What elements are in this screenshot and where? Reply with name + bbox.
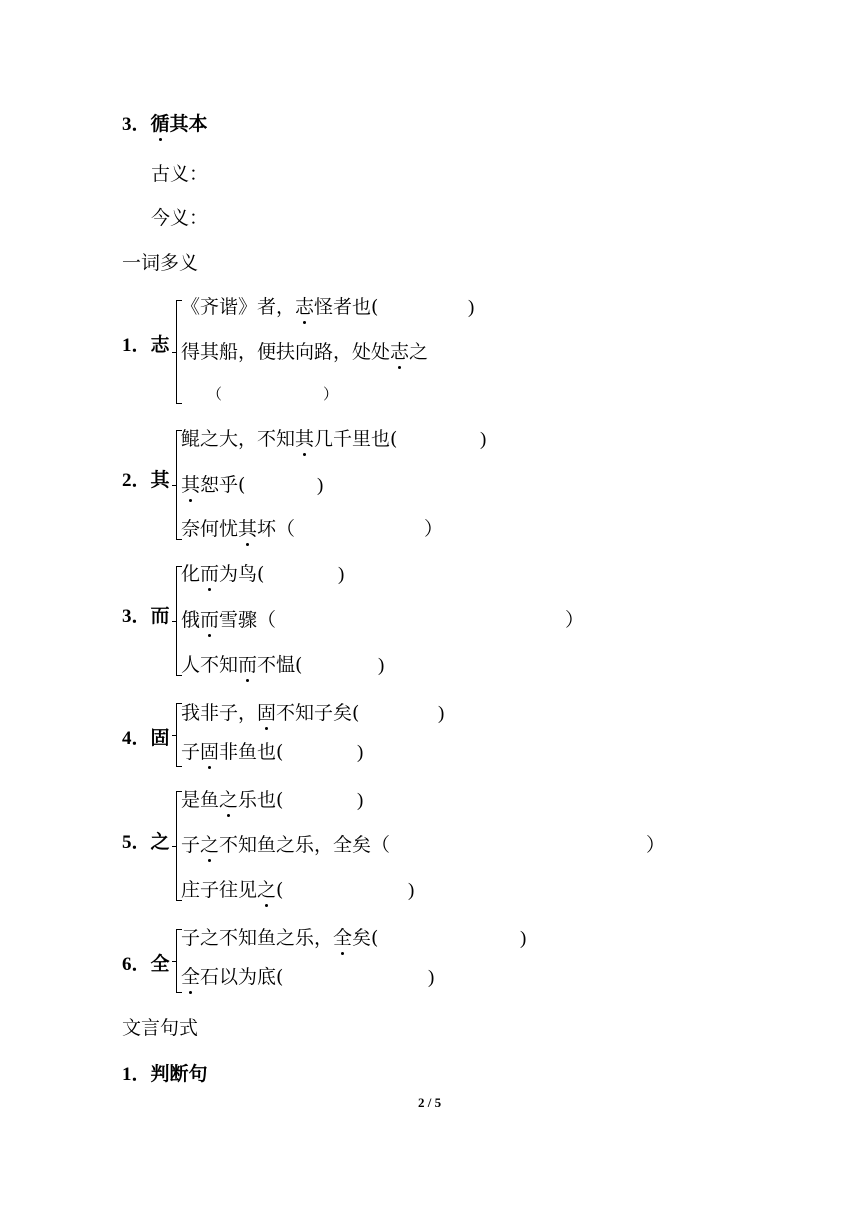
answer-blank-close: ) (338, 564, 345, 585)
polysemy-head-er: 3．而 (122, 605, 170, 627)
polysemy-head-zhi: 1．志 (122, 334, 170, 356)
answer-blank-close: ) (438, 703, 445, 724)
answer-blank-close: ) (317, 475, 324, 496)
answer-blank-close: ） (565, 610, 585, 631)
example-line: 庄子往见之( (181, 879, 284, 901)
example-line: 全石以为底( (181, 966, 284, 988)
page-number: 2 / 5 (418, 1095, 442, 1110)
answer-blank-close: ） (323, 387, 339, 403)
example-line: 得其船，便扶向路，处处志之 (181, 341, 429, 363)
heading-item-3: 3．循其本 (122, 113, 208, 135)
answer-blank-close: ) (357, 790, 364, 811)
answer-blank-close: ) (480, 429, 487, 450)
example-line: 是鱼之乐也( (181, 789, 284, 811)
ancient-meaning-label: 古义： (151, 163, 209, 185)
example-line: 奈何忧其坏（ (181, 518, 296, 540)
section-heading-polysemy: 一词多义 (122, 252, 199, 274)
emphasis-dot-char: 循 (150, 113, 170, 135)
answer-blank-close: ） (424, 519, 444, 540)
answer-blank-close: ) (357, 742, 364, 763)
example-line: 化而为鸟( (181, 563, 265, 585)
example-line: 其恕乎( (181, 474, 246, 496)
polysemy-head-zhi2: 5．之 (122, 831, 170, 853)
polysemy-head-quan: 6．全 (122, 953, 170, 975)
heading-judgment: 1．判断句 (122, 1063, 208, 1085)
polysemy-head-gu: 4．固 (122, 727, 170, 749)
example-line: 子之不知鱼之乐，全矣( (181, 927, 379, 949)
example-line: 俄而雪骤（ (181, 609, 277, 631)
answer-blank-close: ) (520, 928, 527, 949)
example-line: 子之不知鱼之乐，全矣（ (181, 834, 391, 856)
answer-blank-close: ） (646, 835, 666, 856)
polysemy-head-qi: 2．其 (122, 469, 170, 491)
answer-blank-close: ) (428, 967, 435, 988)
example-line: 鲲之大，不知其几千里也( (181, 428, 398, 450)
example-line: 人不知而不愠( (181, 654, 303, 676)
answer-blank-close: ) (408, 880, 415, 901)
example-line: 我非子，固不知子矣( (181, 702, 360, 724)
answer-blank-close: ) (468, 297, 475, 318)
example-line: 《齐谐》者，志怪者也( (181, 296, 379, 318)
answer-blank-open: （ (207, 387, 223, 403)
modern-meaning-label: 今义： (151, 207, 209, 229)
section-heading-syntax: 文言句式 (122, 1017, 199, 1039)
example-line: 子固非鱼也( (181, 741, 284, 763)
answer-blank-close: ) (378, 655, 385, 676)
